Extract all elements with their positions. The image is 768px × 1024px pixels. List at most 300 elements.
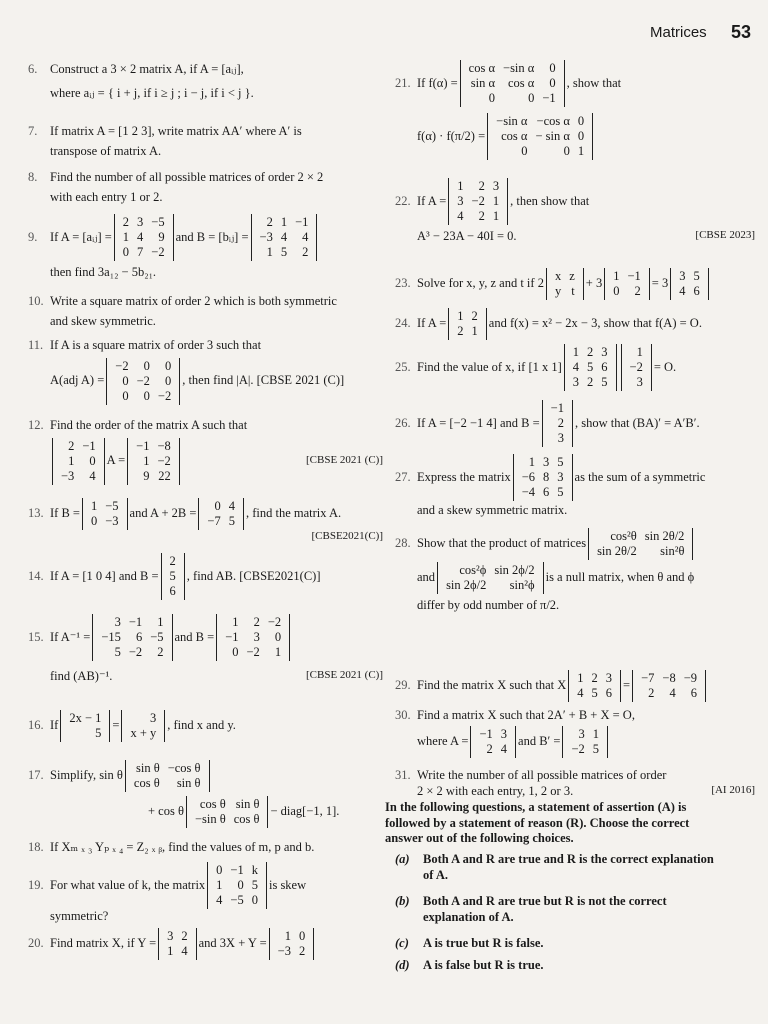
text: If Xₘ ₓ ₃ Yₚ ₓ ₄ = Z₂ ₓ ᵦ, find the values of m, p and b.	[50, 840, 315, 854]
matrix-column	[126, 711, 160, 741]
text: differ by odd number of π/2.	[417, 598, 560, 612]
text: 18.	[28, 840, 44, 854]
matrix-column	[453, 179, 467, 224]
text: A(adj A) =	[50, 373, 105, 388]
question-9	[28, 214, 319, 281]
matrix-column	[87, 499, 101, 529]
matrix-entry: 2	[587, 345, 594, 359]
text: − diag[−1, 1].	[270, 804, 340, 819]
matrix-entry: 4	[679, 284, 686, 298]
text: [CBSE 2021 (C)]	[306, 454, 383, 467]
matrix-entry: 3	[114, 615, 121, 629]
matrix-entry: sin 2ϕ/2	[494, 563, 535, 577]
text: 22.	[395, 193, 411, 208]
text: If matrix A = [1 2 3], write matrix AA′ where A′ is	[50, 124, 302, 138]
matrix-entry: 5	[693, 269, 700, 283]
matrix-q19	[207, 862, 267, 909]
matrix-entry: 0	[143, 388, 150, 403]
matrix-entry: −2	[267, 615, 282, 629]
matrix-column	[680, 671, 701, 701]
matrix-entry: 4	[302, 230, 309, 244]
matrix-entry: 2	[591, 671, 598, 685]
matrix-q11	[106, 358, 180, 405]
matrix-column	[492, 114, 531, 159]
text: (c)	[395, 936, 409, 950]
text: 7.	[28, 124, 38, 138]
text: If A = [aᵢⱼ] =	[50, 229, 112, 244]
matrix-entry: 6	[605, 686, 613, 700]
text: transpose of matrix A.	[50, 143, 162, 158]
matrix-entry: 6	[169, 584, 176, 598]
matrix-column	[689, 269, 703, 299]
matrix-entry: 5	[601, 375, 608, 389]
matrix-column	[565, 269, 579, 299]
matrix-entry: −1	[295, 215, 309, 229]
text: and f(x) = x² − 2x − 3, show that f(A) = O.	[488, 316, 702, 331]
matrix-q15b	[216, 614, 290, 661]
matrix-entry: 2	[648, 686, 655, 700]
matrix-entry: 0	[577, 114, 585, 128]
text: as the sum of a symmetric	[574, 469, 706, 484]
matrix-entry: 4	[577, 686, 584, 700]
matrix-column	[191, 797, 230, 827]
matrix-column	[225, 499, 239, 529]
text: If A⁻¹ =	[50, 629, 91, 644]
matrix-entry: cos θ	[199, 797, 226, 811]
question-19	[28, 862, 306, 925]
text: 27.	[395, 469, 411, 484]
matrix-entry: 6	[601, 360, 608, 374]
matrix-q27	[513, 454, 573, 501]
matrix-entry: sin θ	[235, 797, 260, 811]
matrix-entry: −5	[150, 630, 164, 644]
text: , then show that	[510, 193, 590, 208]
matrix-entry: 2	[478, 209, 485, 223]
matrix-entry: 5	[169, 569, 176, 583]
text: In the following questions, a statement of assertion (A) is	[385, 800, 687, 814]
text: followed by a statement of reason (R). Choose the correct	[385, 815, 690, 830]
matrix-q9b	[251, 214, 318, 261]
matrix-column	[531, 114, 573, 159]
text: , show that	[566, 75, 622, 90]
text: and B =	[174, 629, 215, 644]
matrix-column	[133, 359, 154, 404]
matrix-entry: −1	[136, 438, 150, 453]
matrix-entry: 2	[181, 929, 188, 943]
matrix-entry: 0	[577, 129, 585, 143]
matrix-entry: 1	[457, 309, 464, 323]
text: 12.	[28, 418, 44, 432]
matrix-column	[230, 797, 264, 827]
matrix-entry: cos²θ	[610, 529, 637, 543]
matrix-entry: 0	[274, 630, 282, 644]
matrix-entry: 5	[228, 514, 235, 528]
matrix-entry: 3	[150, 711, 157, 725]
text: If A = [−2 −1 4] and B =	[417, 415, 540, 430]
matrix-column	[212, 863, 226, 908]
matrix-entry: −9	[683, 671, 698, 685]
text: Solve for x, y, z and t if 2	[417, 276, 544, 291]
matrix-column	[468, 309, 482, 339]
matrix-q20a	[158, 928, 197, 960]
matrix-entry: 1	[528, 455, 536, 469]
text: symmetric?	[50, 909, 109, 923]
matrix-entry: 0	[298, 929, 306, 943]
question-25	[395, 344, 676, 391]
text: where A =	[417, 733, 469, 748]
text: and skew symmetric.	[50, 313, 156, 328]
text: A is true but R is false.	[423, 936, 544, 950]
text: 29.	[395, 678, 411, 693]
text: , find AB. [CBSE2021(C)]	[186, 568, 321, 583]
text: Find the number of all possible matrices of order 2 × 2	[50, 170, 324, 184]
matrix-entry: 1	[216, 878, 223, 892]
text: Find matrix X, if Y =	[50, 936, 157, 951]
matrix-column	[166, 554, 180, 599]
text: then find 3a₁₂ − 5b₂₁.	[50, 265, 157, 279]
text: is skew	[268, 877, 307, 892]
text: , find the matrix A.	[245, 506, 342, 521]
matrix-entry: 2	[457, 324, 464, 338]
chapter-title: Matrices	[650, 24, 707, 41]
matrix-q13a	[82, 498, 128, 530]
text: and	[417, 570, 436, 585]
text: , then find |A|. [CBSE 2021 (C)]	[182, 373, 345, 388]
matrix-entry: 2	[587, 375, 594, 389]
matrix-column	[442, 563, 490, 593]
matrix-entry: 3	[572, 375, 580, 389]
matrix-column	[146, 615, 167, 660]
text: and a skew symmetric matrix.	[417, 503, 568, 517]
question-11	[28, 338, 344, 405]
matrix-column	[583, 345, 597, 390]
matrix-entry: 3	[605, 671, 613, 685]
matrix-column	[248, 863, 262, 908]
matrix-column	[163, 929, 177, 959]
text: 24.	[395, 316, 411, 331]
matrix-q25a	[564, 344, 617, 391]
matrix-entry: sin θ	[135, 761, 160, 775]
matrix-entry: 3	[679, 269, 686, 283]
text: 31.	[395, 768, 411, 782]
matrix-entry: 0	[613, 284, 620, 298]
matrix-column	[641, 529, 689, 559]
matrix-entry: 0	[90, 514, 98, 528]
matrix-entry: −cos θ	[167, 761, 201, 775]
text: of A.	[423, 867, 448, 882]
matrix-column	[626, 345, 647, 390]
matrix-entry: 0	[164, 373, 172, 388]
text: (d)	[395, 958, 410, 972]
matrix-entry: 1	[274, 645, 282, 659]
text: 23.	[395, 276, 411, 291]
matrix-entry: x + y	[130, 726, 157, 740]
matrix-entry: cos α	[507, 76, 535, 90]
matrix-entry: −8	[157, 438, 171, 453]
matrix-entry: 1	[122, 230, 130, 244]
matrix-column	[489, 179, 503, 224]
matrix-q15a	[92, 614, 172, 661]
matrix-entry: sin 2ϕ/2	[446, 578, 487, 592]
matrix-column	[597, 345, 611, 390]
matrix-entry: −sin α	[503, 61, 535, 75]
matrix-entry: 1	[266, 245, 273, 259]
question-13	[28, 498, 383, 544]
matrix-column	[609, 269, 623, 299]
matrix-q23b	[604, 268, 650, 300]
text: 28.	[395, 536, 411, 551]
matrix-column	[203, 499, 224, 529]
matrix-entry: 0	[232, 645, 239, 659]
matrix-entry: 2	[68, 438, 75, 453]
text: Simplify, sin θ	[50, 768, 123, 783]
matrix-entry: 5	[591, 686, 598, 700]
matrix-entry: −8	[662, 671, 676, 685]
question-10	[28, 294, 337, 329]
matrix-column	[637, 671, 658, 701]
matrix-entry: cos θ	[133, 776, 160, 790]
matrix-entry: −2	[115, 358, 129, 373]
matrix-column	[574, 114, 588, 159]
matrix-entry: 1	[592, 726, 600, 741]
question-18	[28, 840, 314, 856]
matrix-column	[111, 359, 132, 404]
text: Find the matrix X such that X	[417, 678, 567, 693]
matrix-q26	[542, 400, 573, 447]
question-12: 12. Find the order of the matrix A such that 2 1 −3 −1 0 4 A = −1 1 9 −8 −2 22 [CBSE 2021 (C)]	[28, 418, 383, 483]
matrix-entry: −2	[157, 388, 172, 403]
matrix-entry: 3	[557, 470, 564, 484]
matrix-q21a	[460, 60, 565, 107]
matrix-entry: 9	[158, 230, 165, 244]
matrix-entry: 4	[280, 230, 288, 244]
matrix-column	[588, 671, 602, 701]
matrix-entry: 0	[143, 358, 150, 373]
matrix-column	[295, 929, 309, 959]
matrix-entry: 2x − 1	[69, 711, 102, 725]
matrix-column	[277, 215, 291, 260]
matrix-entry: 1	[280, 215, 288, 229]
matrix-entry: −3	[61, 468, 75, 483]
text: 9.	[28, 229, 38, 244]
text: = O.	[653, 359, 677, 374]
choice-d	[395, 958, 544, 974]
matrix-entry: k	[251, 863, 258, 877]
matrix-entry: sin²θ	[660, 544, 685, 558]
matrix-entry: 9	[143, 468, 150, 483]
text: 30.	[395, 708, 411, 722]
matrix-column	[57, 439, 78, 484]
matrix-q13b	[198, 498, 244, 530]
text: (a)	[395, 852, 410, 866]
matrix-entry: sin 2θ/2	[597, 544, 637, 558]
matrix-q9a	[114, 214, 174, 261]
matrix-entry: 2	[478, 179, 485, 193]
assertion-instructions	[385, 800, 755, 847]
matrix-entry: 2	[471, 309, 478, 323]
matrix-column	[132, 439, 153, 484]
question-21	[395, 60, 621, 160]
matrix-column	[538, 61, 559, 106]
text: If A =	[417, 193, 447, 208]
matrix-entry: 4	[500, 741, 508, 756]
question-16: 16. If 2x − 1 5 = 3 x + y , find x and y.	[28, 711, 236, 740]
matrix-column	[518, 455, 539, 500]
matrix-entry: 5	[587, 360, 594, 374]
text: 26.	[395, 415, 411, 430]
matrix-entry: sin θ	[176, 776, 201, 790]
matrix-entry: 1	[577, 671, 584, 685]
matrix-entry: 0	[251, 893, 258, 907]
matrix-entry: −1	[225, 630, 239, 644]
text: and B = [bᵢⱼ] =	[175, 229, 249, 244]
matrix-column	[291, 215, 312, 260]
matrix-entry: −cos α	[536, 114, 570, 128]
matrix-entry: −3	[259, 230, 273, 244]
matrix-column	[177, 929, 191, 959]
matrix-entry: −2	[471, 194, 485, 208]
matrix-q29b	[632, 670, 706, 702]
question-8	[28, 170, 323, 205]
matrix-entry: 1	[232, 615, 239, 629]
text: , show that (BA)′ = A′B′.	[574, 415, 700, 430]
matrix-column	[573, 671, 587, 701]
matrix-entry: −2	[151, 245, 165, 259]
text: If	[50, 718, 59, 733]
matrix-q12a	[52, 438, 105, 485]
matrix-entry: −3	[105, 514, 119, 528]
matrix-entry: z	[569, 269, 575, 283]
matrix-column	[256, 215, 277, 260]
matrix-entry: 5	[280, 245, 288, 259]
matrix-entry: 2	[266, 215, 273, 229]
matrix-entry: 0	[214, 499, 221, 513]
matrix-column	[465, 61, 499, 106]
question-29: 29. Find the matrix X such that X 1 4 2 5 3 6 = −7 2 −8 4 −9 6	[395, 670, 708, 702]
matrix-entry: 1	[284, 929, 291, 943]
text: A is false but R is true.	[423, 958, 544, 972]
matrix-column	[490, 563, 538, 593]
matrix-q12b	[127, 438, 180, 485]
matrix-entry: 2	[486, 741, 493, 756]
matrix-entry: 3	[253, 630, 260, 644]
matrix-column	[567, 727, 588, 757]
text: 19.	[28, 877, 44, 892]
matrix-entry: 0	[89, 453, 96, 468]
matrix-column	[243, 615, 264, 660]
matrix-q20b	[269, 928, 315, 960]
text: find (AB)⁻¹.	[50, 669, 113, 683]
text: 10.	[28, 294, 44, 308]
matrix-entry: −2	[136, 373, 150, 388]
text: with each entry 1 or 2.	[50, 189, 163, 204]
matrix-entry: −sin α	[496, 114, 528, 128]
matrix-column	[593, 529, 641, 559]
matrix-entry: −5	[151, 215, 165, 229]
matrix-entry: x	[554, 269, 562, 283]
matrix-entry: 0	[521, 144, 528, 158]
matrix-q28b	[437, 562, 544, 594]
matrix-entry: 0	[122, 388, 129, 403]
matrix-entry: 8	[543, 470, 550, 484]
matrix-entry: 4	[572, 360, 580, 374]
matrix-entry: 6	[135, 630, 143, 644]
matrix-entry: 4	[228, 499, 235, 513]
matrix-entry: 5	[592, 741, 600, 756]
matrix-entry: −2	[571, 741, 585, 756]
question-22	[395, 178, 755, 245]
matrix-entry: sin α	[470, 76, 496, 90]
matrix-q23a	[546, 268, 584, 300]
matrix-entry: 3	[578, 726, 585, 741]
question-6	[28, 62, 254, 101]
matrix-entry: sin 2θ/2	[644, 529, 685, 543]
text: If A is a square matrix of order 3 such that	[50, 338, 262, 352]
matrix-entry: 1	[68, 453, 75, 468]
matrix-entry: 0	[549, 61, 556, 75]
question-17	[28, 760, 383, 828]
matrix-entry: 1	[577, 144, 585, 158]
text: Write a square matrix of order 2 which is both symmetric	[50, 294, 337, 308]
matrix-entry: 1	[167, 944, 174, 958]
matrix-column	[125, 615, 146, 660]
matrix-column	[569, 345, 583, 390]
matrix-column	[154, 359, 175, 404]
matrix-entry: 5	[95, 726, 102, 740]
text: Both A and R are true but R is not the correct	[423, 894, 667, 908]
question-27	[395, 454, 705, 519]
matrix-entry: cos α	[501, 129, 528, 143]
text: answer out of the following choices.	[385, 831, 574, 846]
matrix-entry: −4	[521, 485, 536, 499]
matrix-column	[133, 215, 147, 260]
question-24	[395, 308, 702, 340]
text: (b)	[395, 894, 410, 908]
matrix-entry: 0	[122, 245, 130, 259]
matrix-entry: 4	[669, 686, 676, 700]
matrix-entry: 3	[500, 726, 508, 741]
question-14	[28, 553, 320, 600]
text: and B′ =	[518, 733, 561, 748]
matrix-entry: cos²ϕ	[459, 563, 487, 577]
matrix-q30b	[562, 726, 608, 758]
matrix-entry: 3	[557, 431, 564, 445]
text: 16.	[28, 718, 44, 733]
matrix-entry: 4	[89, 468, 96, 483]
matrix-entry: 0	[122, 373, 129, 388]
matrix-q16b	[121, 710, 165, 742]
matrix-column	[453, 309, 467, 339]
text: 2 × 2 with each entry, 1, 2 or 3.	[417, 783, 574, 798]
matrix-entry: 2	[298, 944, 306, 958]
matrix-entry: −2	[128, 645, 143, 659]
text: 14.	[28, 568, 44, 583]
text: and 3X + Y =	[198, 936, 267, 951]
question-26	[395, 400, 700, 447]
text: where aᵢⱼ = { i + j, if i ≥ j ; i − j, if i < j }.	[50, 85, 254, 100]
matrix-column	[130, 761, 164, 791]
matrix-q14	[161, 553, 185, 600]
matrix-q16a	[60, 710, 110, 742]
matrix-q17a	[125, 760, 210, 792]
matrix-entry: 2	[634, 284, 641, 298]
matrix-entry: 2	[169, 554, 176, 568]
text: 25.	[395, 359, 411, 374]
matrix-entry: t	[571, 284, 575, 298]
matrix-q23c	[670, 268, 709, 300]
matrix-entry: 5	[251, 878, 258, 892]
matrix-column	[475, 727, 496, 757]
